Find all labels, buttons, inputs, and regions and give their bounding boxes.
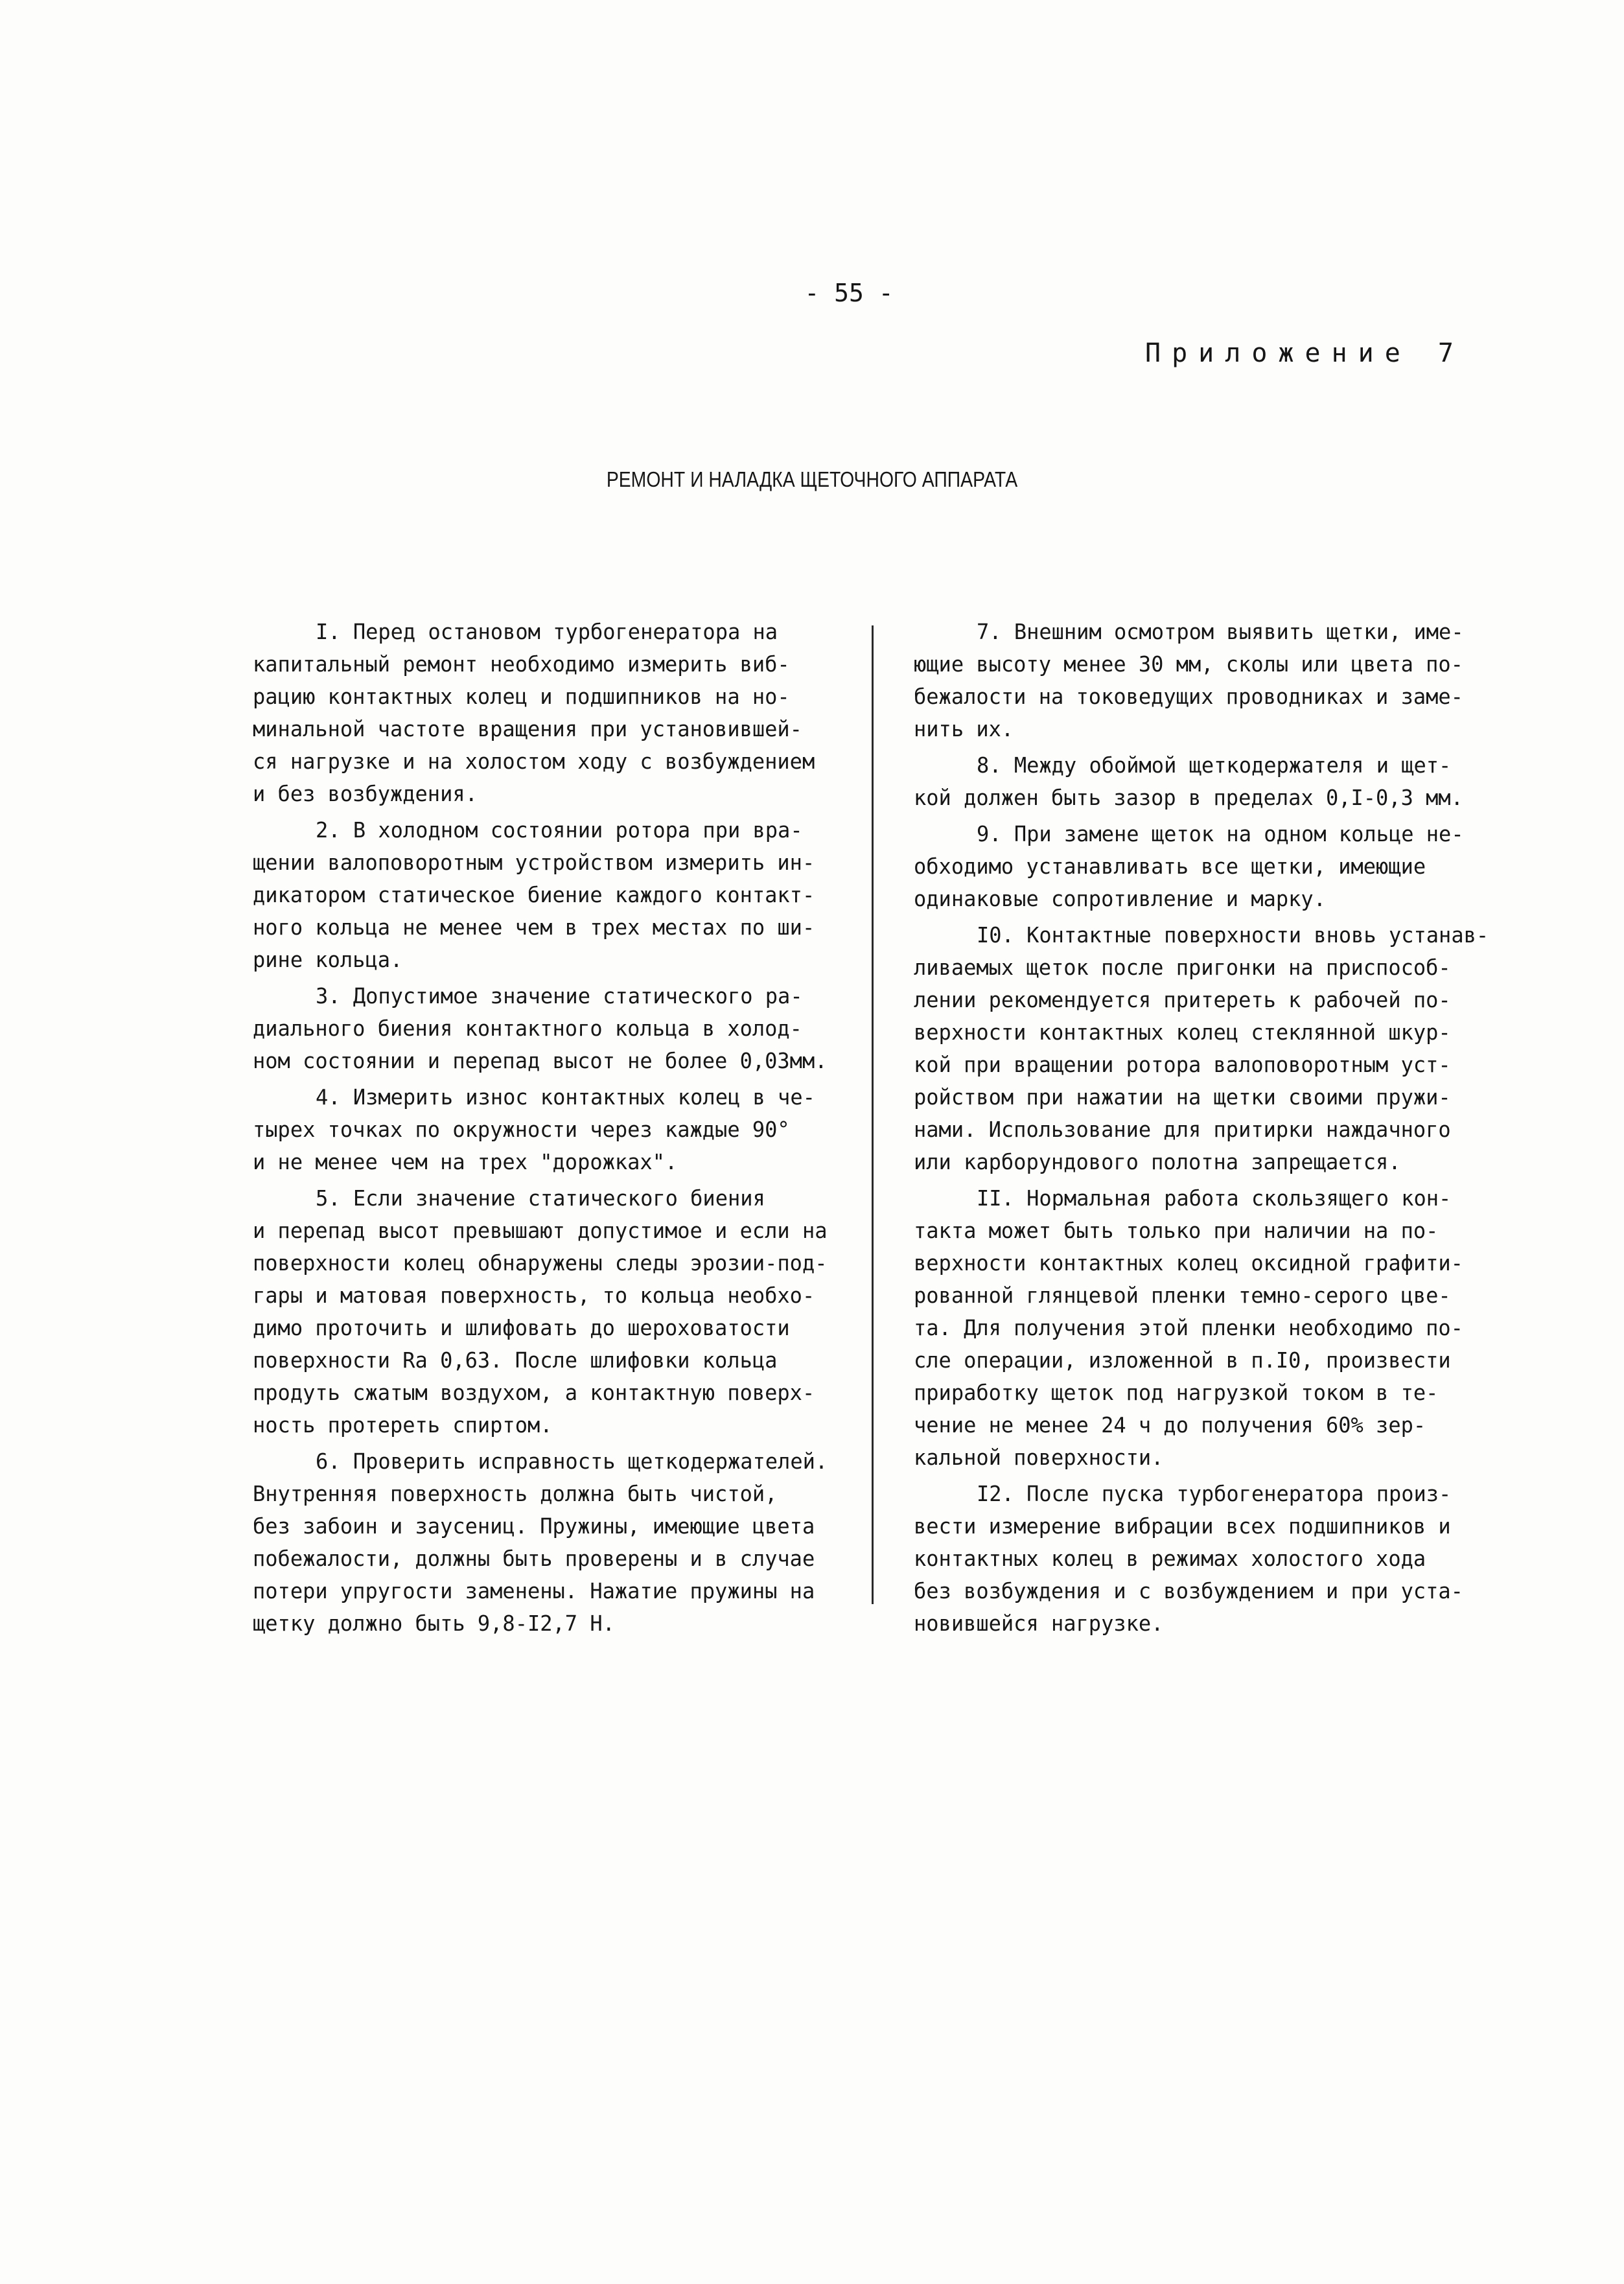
- text-line: ся нагрузке и на холостом ходу с возбуждением: [253, 749, 815, 774]
- text-line: кой при вращении ротора валоповоротным уст-: [914, 1052, 1451, 1077]
- paragraph-12: [914, 1478, 1516, 1640]
- text-line: капитальный ремонт необходимо измерить виб-: [253, 651, 790, 677]
- text-line: I2. После пуска турбогенератора произ-: [977, 1481, 1452, 1506]
- text-line: поверхности колец обнаружены следы эрозии-под-: [253, 1250, 828, 1276]
- paragraph-10: [914, 919, 1516, 1178]
- text-line: 4. Измерить износ контактных колец в че-: [316, 1084, 815, 1110]
- paragraph-4: [253, 1081, 855, 1178]
- text-line: щетку должно быть 9,8-I2,7 Н.: [253, 1611, 615, 1636]
- text-line: нить их.: [914, 716, 1014, 741]
- text-line: приработку щеток под нагрузкой током в те-: [914, 1380, 1439, 1405]
- text-line: ного кольца не менее чем в трех местах по ши-: [253, 915, 815, 940]
- text-line: дикатором статическое биение каждого контакт-: [253, 882, 815, 907]
- text-line: побежалости, должны быть проверены и в случае: [253, 1546, 815, 1571]
- text-line: диального биения контактного кольца в холод-: [253, 1016, 802, 1041]
- text-line: ройством при нажатии на щетки своими пружи-: [914, 1084, 1451, 1110]
- text-line: новившейся нагрузке.: [914, 1611, 1164, 1636]
- text-line: обходимо устанавливать все щетки, имеющие: [914, 854, 1426, 879]
- text-line: кой должен быть зазор в пределах 0,I-0,3 мм.: [914, 785, 1463, 810]
- text-line: I0. Контактные поверхности вновь устанав-: [977, 922, 1489, 948]
- text-line: и без возбуждения.: [253, 781, 478, 806]
- text-line: или карборундового полотна запрещается.: [914, 1149, 1401, 1174]
- paragraph-6: [253, 1445, 855, 1640]
- text-line: одинаковые сопротивление и марку.: [914, 886, 1326, 911]
- text-line: II. Нормальная работа скользящего кон-: [977, 1185, 1452, 1211]
- paragraph-11: [914, 1182, 1516, 1474]
- paragraph-8: [914, 749, 1516, 814]
- paragraph-1: [253, 616, 855, 810]
- text-line: ность протереть спиртом.: [253, 1412, 553, 1438]
- column-divider: [872, 625, 874, 1604]
- text-line: контактных колец в режимах холостого хода: [914, 1546, 1426, 1571]
- section-title: РЕМОНТ И НАЛАДКА ЩЕТОЧНОГО АППАРАТА: [606, 467, 1018, 491]
- text-line: ющие высоту менее 30 мм, сколы или цвета по-: [914, 651, 1463, 677]
- text-line: та. Для получения этой пленки необходимо по-: [914, 1315, 1463, 1340]
- text-line: ном состоянии и перепад высот не более 0,03мм.: [253, 1048, 828, 1073]
- text-line: без возбуждения и с возбуждением и при уста-: [914, 1578, 1463, 1603]
- text-line: верхности контактных колец стеклянной шкур-: [914, 1020, 1451, 1045]
- paragraph-3: [253, 980, 855, 1077]
- text-line: рине кольца.: [253, 947, 403, 972]
- text-line: I. Перед остановом турбогенератора на: [316, 619, 778, 644]
- text-line: поверхности Ra 0,63. После шлифовки кольца: [253, 1347, 778, 1373]
- paragraph-9: [914, 818, 1516, 915]
- text-line: щении валоповоротным устройством измерить ин-: [253, 850, 815, 875]
- text-line: Внутренняя поверхность должна быть чистой,: [253, 1481, 778, 1506]
- text-line: и не менее чем на трех "дорожках".: [253, 1149, 678, 1174]
- text-line: 3. Допустимое значение статического ра-: [316, 983, 803, 1008]
- text-line: продуть сжатым воздухом, а контактную поверх-: [253, 1380, 815, 1405]
- page-number: - 55 -: [804, 279, 894, 307]
- paragraph-2: [253, 814, 855, 976]
- text-line: вести измерение вибрации всех подшипников и: [914, 1513, 1451, 1539]
- text-line: 9. При замене щеток на одном кольце не-: [977, 821, 1464, 846]
- text-line: такта может быть только при наличии на по-: [914, 1218, 1439, 1243]
- text-line: чение не менее 24 ч до получения 60% зер-: [914, 1412, 1426, 1438]
- text-line: 8. Между обоймой щеткодержателя и щет-: [977, 752, 1452, 778]
- text-line: рованной глянцевой пленки темно-серого цве-: [914, 1283, 1451, 1308]
- text-line: димо проточить и шлифовать до шероховатости: [253, 1315, 790, 1340]
- text-line: без забоин и заусениц. Пружины, имеющие цвета: [253, 1513, 815, 1539]
- paragraph-5: [253, 1182, 855, 1441]
- text-line: потери упругости заменены. Нажатие пружины на: [253, 1578, 815, 1603]
- text-line: 6. Проверить исправность щеткодержателей.: [316, 1449, 828, 1474]
- text-line: бежалости на токоведущих проводниках и заме-: [914, 684, 1463, 709]
- text-line: кальной поверхности.: [914, 1445, 1164, 1470]
- text-line: 5. Если значение статического биения: [316, 1185, 765, 1211]
- text-line: 2. В холодном состоянии ротора при вра-: [316, 817, 803, 843]
- right-column: [914, 616, 1516, 1644]
- text-line: лении рекомендуется притереть к рабочей по-: [914, 987, 1451, 1012]
- appendix-label: Приложение 7: [1145, 338, 1465, 368]
- text-line: сле операции, изложенной в п.I0, произвести: [914, 1347, 1451, 1373]
- text-line: 7. Внешним осмотром выявить щетки, име-: [977, 619, 1464, 644]
- text-line: верхности контактных колец оксидной графити-: [914, 1250, 1463, 1276]
- text-line: нами. Использование для притирки наждачного: [914, 1117, 1451, 1142]
- text-line: ливаемых щеток после пригонки на приспособ-: [914, 955, 1451, 980]
- left-column: [253, 616, 855, 1644]
- text-line: рацию контактных колец и подшипников на но-: [253, 684, 790, 709]
- text-line: минальной частоте вращения при установившей-: [253, 716, 802, 741]
- text-line: и перепад высот превышают допустимое и если на: [253, 1218, 828, 1243]
- paragraph-7: [914, 616, 1516, 745]
- text-line: тырех точках по окружности через каждые 90°: [253, 1117, 790, 1142]
- text-line: гары и матовая поверхность, то кольца необхо-: [253, 1283, 815, 1308]
